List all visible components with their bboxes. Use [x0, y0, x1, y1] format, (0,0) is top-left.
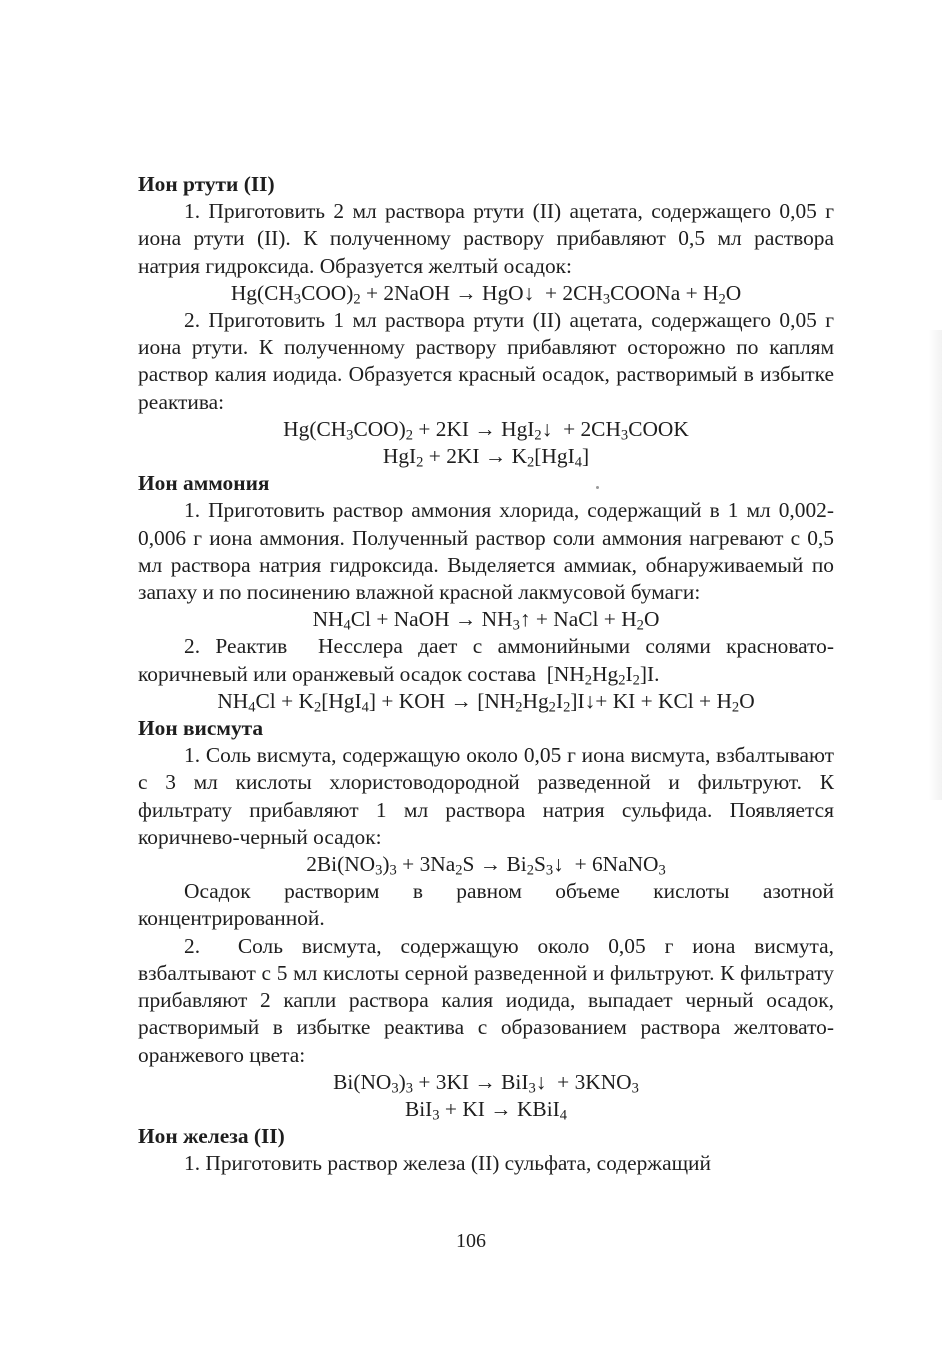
section-heading: Ион аммония — [138, 471, 270, 496]
chemical-equation: BiI$_3$ + KI → KBiI$_4$ — [404, 1096, 568, 1124]
paragraph: 2. Приготовить 1 мл раствора ртути (II) ацетата, содержащего 0,05 г иона ртути. К полученному раствору прибавляют осторожно по каплям раствор калия иодида. Образуется красный осадок, растворимый в избытке реактива: — [138, 308, 834, 414]
chemical-equation: $Hg(CH_3COO)_2$ + 2NaOH → HgO↓ + $2CH_3COONa + H_2O$ — [230, 280, 742, 308]
page-body — [138, 171, 834, 1178]
paragraph: 1. Соль висмута, содержащую около 0,05 г иона висмута, взбалтывают с 3 мл кислоты хлористоводородной разведенной и фильтруют. К фильтрату прибавляют 1 мл раствора натрия сульфида. Появляется коричнево-черный осадок: — [138, 743, 834, 849]
chemical-equation: $Bi(NO_3)_3 + 3KI$ → BiI$_3$↓ + $3KNO_3$ — [333, 1069, 639, 1097]
paragraph: 1. Приготовить 2 мл раствора ртути (II) ацетата, содержащего 0,05 г иона ртути (II). К полученному раствору прибавляют 0,5 мл раствора натрия гидроксида. Образуется желтый осадок: — [138, 199, 834, 278]
paragraph: 2. Реактив Несслера дает с аммонийными солями красновато-коричневый или оранжевый осадок состава $[NH_2Hg_2I_2]I$. — [138, 634, 834, 689]
section-heading: Ион железа (II) — [138, 1124, 285, 1149]
chemical-equation: $HgI_2 + 2KI \to K_2[HgI_4]$ — [382, 444, 590, 471]
chemical-equation: $NH_4Cl + K_2[HgI_4]$ + KOH → $[NH_2Hg_2I_2]I↓+$ KI + KCl + $H_2O$ — [217, 688, 755, 716]
chemical-equation: $2Bi(NO_3)_3 + 3Na_2S$ → $Bi_2S_3↓$ + 6NaNO$_3$ — [306, 852, 666, 879]
page-number: 106 — [456, 1230, 486, 1252]
paragraph: Осадок растворим в равном объеме кислоты азотной концентрированной. — [138, 879, 834, 931]
page-edge-shadow — [928, 330, 942, 800]
paragraph: 1. Приготовить раствор железа (II) сульфата, содержащий — [184, 1151, 711, 1176]
paragraph: 2. Соль висмута, содержащую около 0,05 г иона висмута, взбалтывают с 5 мл кислоты серной разведенной и фильтруют. К фильтрату прибавляют 2 капли раствора калия иодида, выпадает черный осадок, растворимый в избытке реактива с образованием раствора желтовато-оранжевого цвета: — [138, 933, 834, 1067]
chemical-equation: $Hg(CH_3COO)_2 + 2KI$ → HgI$_2$↓ + $2CH_3COOK$ — [283, 416, 689, 444]
section-heading: Ион ртути (II) — [138, 172, 275, 196]
chemical-equation: $NH_4Cl$ + NaOH → $NH_3↑$ + NaCl + $H_2O$ — [312, 607, 660, 634]
paragraph: 1. Приготовить раствор аммония хлорида, содержащий в 1 мл 0,002-0,006 г иона аммония. Полученный раствор соли аммония нагревают с 0,5 мл раствора натрия гидроксида. Выделяется аммиак, обнаруживаемый по запаху и по посинению влажной красной лакмусовой бумаги: — [138, 498, 834, 605]
section-heading: Ион висмута — [138, 716, 264, 741]
